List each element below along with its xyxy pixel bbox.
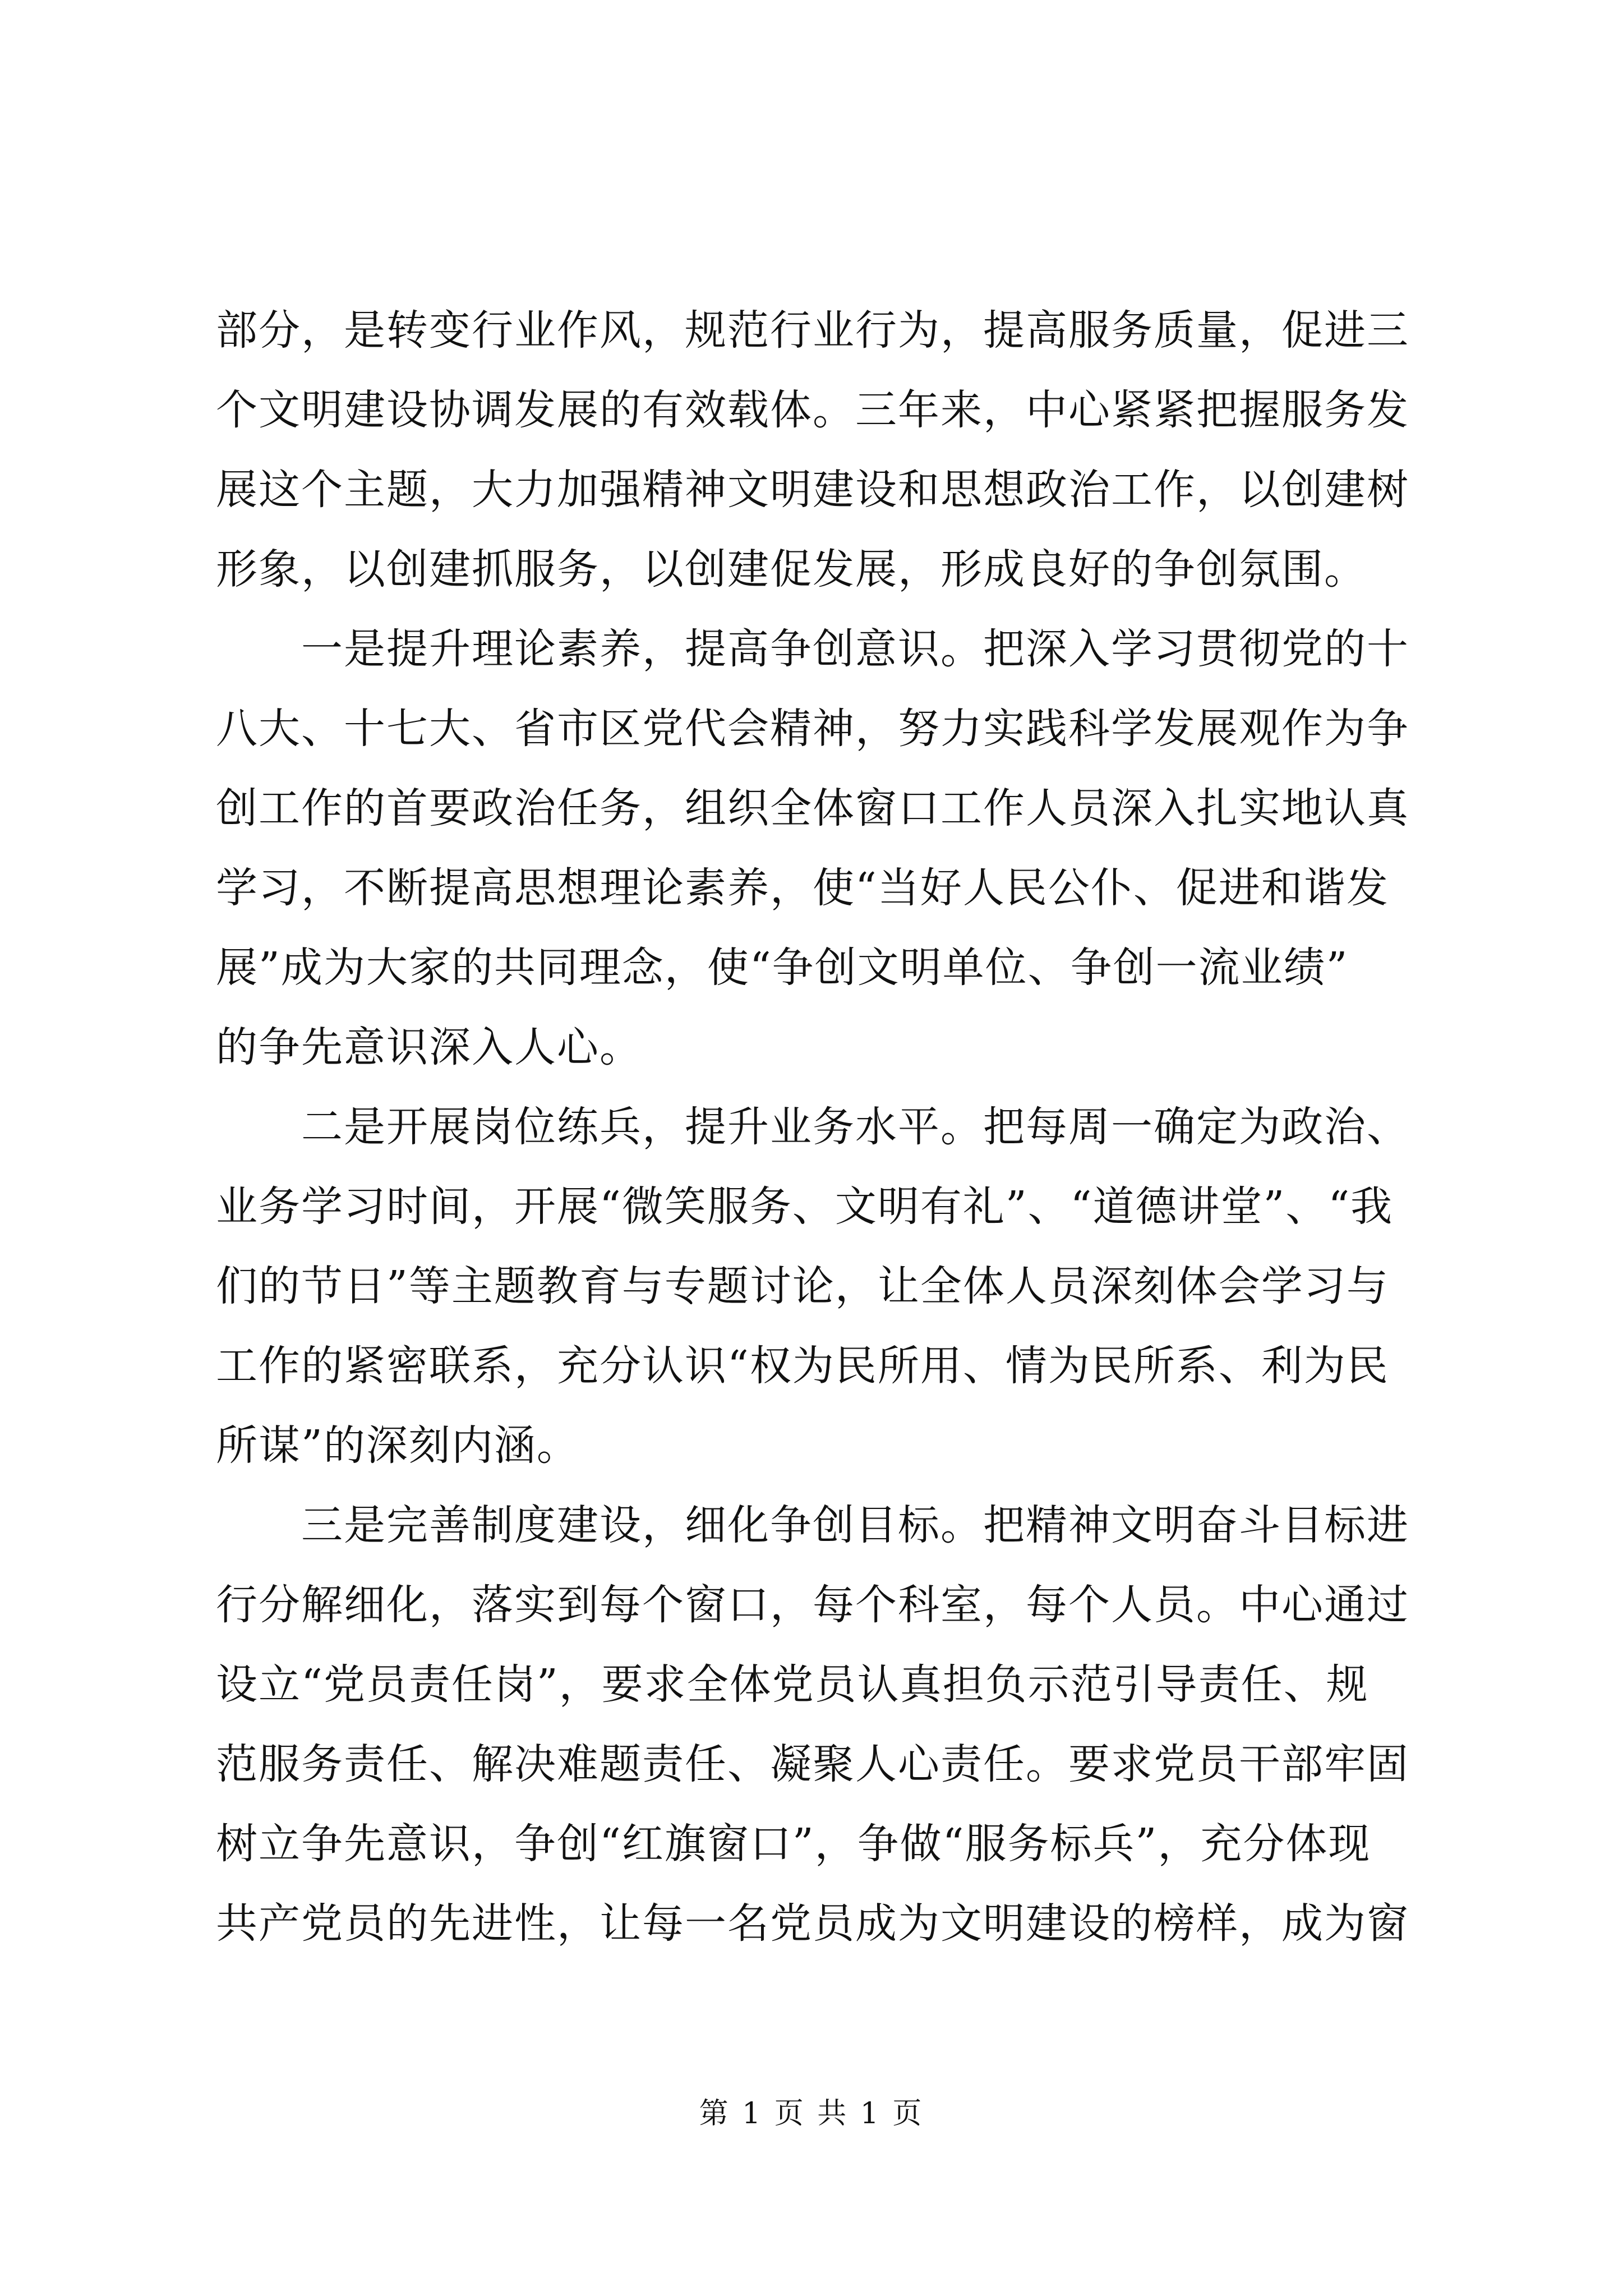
text-line: 展”成为大家的共同理念，使“争创文明单位、争创一流业绩” xyxy=(216,944,1349,992)
text-line: 范服务责任、解决难题责任、凝聚人心责任。要求党员干部牢固 xyxy=(216,1740,1409,1788)
text-line: 行分解细化，落实到每个窗口，每个科室，每个人员。中心通过 xyxy=(216,1581,1409,1629)
text-line: 工作的紧密联系，充分认识“权为民所用、情为民所系、利为民 xyxy=(216,1342,1389,1390)
text-line: 设立“党员责任岗”，要求全体党员认真担负示范引导责任、规 xyxy=(216,1660,1369,1709)
text-line: 展这个主题，大力加强精神文明建设和思想政治工作，以创建树 xyxy=(216,466,1409,514)
text-line: 们的节日”等主题教育与专题讨论，让全体人员深刻体会学习与 xyxy=(216,1262,1389,1310)
text-line: 所谋”的深刻内涵。 xyxy=(216,1421,579,1470)
text-line: 的争先意识深入人心。 xyxy=(216,1023,642,1071)
text-line: 业务学习时间，开展“微笑服务、文明有礼”、“道德讲堂”、“我 xyxy=(216,1182,1394,1231)
text-line: 共产党员的先进性，让每一名党员成为文明建设的榜样，成为窗 xyxy=(216,1899,1409,1948)
text-line: 八大、十七大、省市区党代会精神，努力实践科学发展观作为争 xyxy=(216,705,1409,753)
text-line: 部分，是转变行业作风，规范行业行为，提高服务质量，促进三 xyxy=(216,306,1409,355)
text-line: 三是完善制度建设，细化争创目标。把精神文明奋斗目标进 xyxy=(216,1501,1409,1549)
text-line: 创工作的首要政治任务，组织全体窗口工作人员深入扎实地认真 xyxy=(216,784,1409,832)
text-line: 形象，以创建抓服务，以创建促发展，形成良好的争创氛围。 xyxy=(216,545,1367,593)
page-footer xyxy=(0,2090,1623,2132)
page-number-label: 第 1 页 共 1 页 xyxy=(699,2097,924,2131)
text-line: 树立争先意识，争创“红旗窗口”，争做“服务标兵”，充分体现 xyxy=(216,1820,1371,1868)
text-line: 一是提升理论素养，提高争创意识。把深入学习贯彻党的十 xyxy=(216,625,1409,673)
text-line: 学习，不断提高思想理论素养，使“当好人民公仆、促进和谐发 xyxy=(216,864,1389,912)
text-line: 二是开展岗位练兵，提升业务水平。把每周一确定为政治、 xyxy=(216,1103,1409,1151)
text-line: 个文明建设协调发展的有效载体。三年来，中心紧紧把握服务发 xyxy=(216,386,1409,434)
